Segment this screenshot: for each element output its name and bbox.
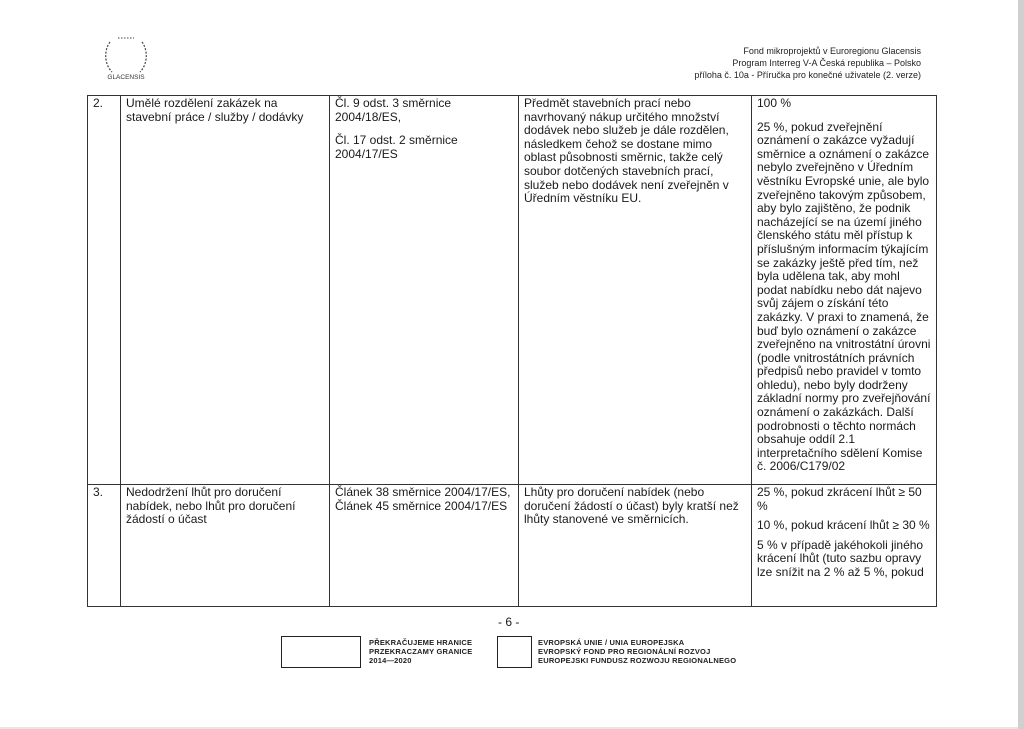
interreg-logo-box: [281, 636, 361, 668]
document-header: [694, 45, 921, 81]
header-line-2: Program Interreg V-A Česká republika – Polsko: [732, 58, 921, 68]
page-number: - 6 -: [498, 615, 520, 629]
table-row: [88, 485, 937, 607]
logo-text: GLACENSIS: [107, 74, 145, 81]
header-line-3: příloha č. 10a - Příručka pro konečné uživatele (2. verze): [694, 70, 921, 80]
correction-item: 25 %, pokud zveřejnění oznámení o zakázce vyžadují směrnice a oznámení o zakázce nebylo zveřejněno v Úředním věstníku Evropské unie, ale bylo zveřejněno takovým způsobem, aby bylo zajištěno, že podnik nacházející se na území jiného členského státu měl přístup k příslušným informacím týkajícím se zakázky ještě před tím, než byla udělena tak, aby mohl podat nabídku nebo dát najevo svůj zájem o získání této zakázky. V praxi to znamená, že buď bylo oznámení o zakázce zveřejněno na vnitrostátní úrovni (podle vnitrostátních právních předpisů nebo pravidel v tomto ohledu), nebo byly dodrženy základní normy pro zveřejňování oznámení o zakázkách. Další podrobnosti o těchto normách obsahuje oddíl 2.1 interpretačního sdělení Komise č. 2006/C179/02: [757, 119, 931, 474]
irregularity-detail: Předmět stavebních prací nebo navrhovaný nákup určitého množství dodávek nebo služeb je dále rozdělen, následkem čehož se dostane mimo oblast působnosti směrnic, takže celý soubor dotčených stavebních prací, služeb nebo dodávek není zveřejněn v Úředním věstníku EU.: [519, 96, 752, 485]
euroregion-glacensis-logo: [96, 32, 156, 84]
correction-item: 5 % v případě jakéhokoli jiného krácení lhůt (tuto sazbu opravy lze snížit na 2 % až 5 %, pokud: [757, 537, 924, 579]
eu-flag-box: [497, 636, 532, 668]
correction-item: 25 %, pokud zkrácení lhůt ≥ 50 %: [757, 485, 922, 513]
legal-reference-line: Článek 38 směrnice 2004/17/ES, Článek 45 směrnice 2004/17/ES: [335, 485, 511, 513]
correction-item: 100 %: [757, 96, 792, 110]
row-number: 3.: [88, 485, 121, 607]
correction-rate: [752, 485, 937, 607]
legal-reference-line: Čl. 17 odst. 2 směrnice 2004/17/ES: [335, 133, 458, 161]
header-line-1: Fond mikroprojektů v Euroregionu Glacensis: [743, 46, 921, 56]
irregularity-description: Umělé rozdělení zakázek na stavební práce / služby / dodávky: [121, 96, 330, 485]
irregularity-detail: Lhůty pro doručení nabídek (nebo doručení žádostí o účast) byly kratší než lhůty stanovené ve směrnicích.: [519, 485, 752, 607]
legal-reference: [330, 485, 519, 607]
irregularity-description: Nedodržení lhůt pro doručení nabídek, nebo lhůt pro doručení žádostí o účast: [121, 485, 330, 607]
table-row: [88, 96, 937, 485]
legal-reference-line: Čl. 9 odst. 3 směrnice 2004/18/ES,: [335, 96, 452, 124]
interreg-slogan: PŘEKRAČUJEME HRANICE PRZEKRACZAMY GRANICE 2014—2020: [369, 638, 473, 665]
page-edge: [1018, 0, 1024, 729]
row-number: 2.: [88, 96, 121, 485]
legal-reference: [330, 96, 519, 485]
correction-rate: [752, 96, 937, 485]
eu-fund-text: EVROPSKÁ UNIE / UNIA EUROPEJSKA EVROPSKÝ FOND PRO REGIONÁLNÍ ROZVOJ EUROPEJSKI FUNDUSZ ROZWOJU REGIONALNEGO: [538, 638, 737, 665]
correction-item: 10 %, pokud krácení lhůt ≥ 30 %: [757, 518, 930, 533]
corrections-table: [87, 95, 937, 607]
